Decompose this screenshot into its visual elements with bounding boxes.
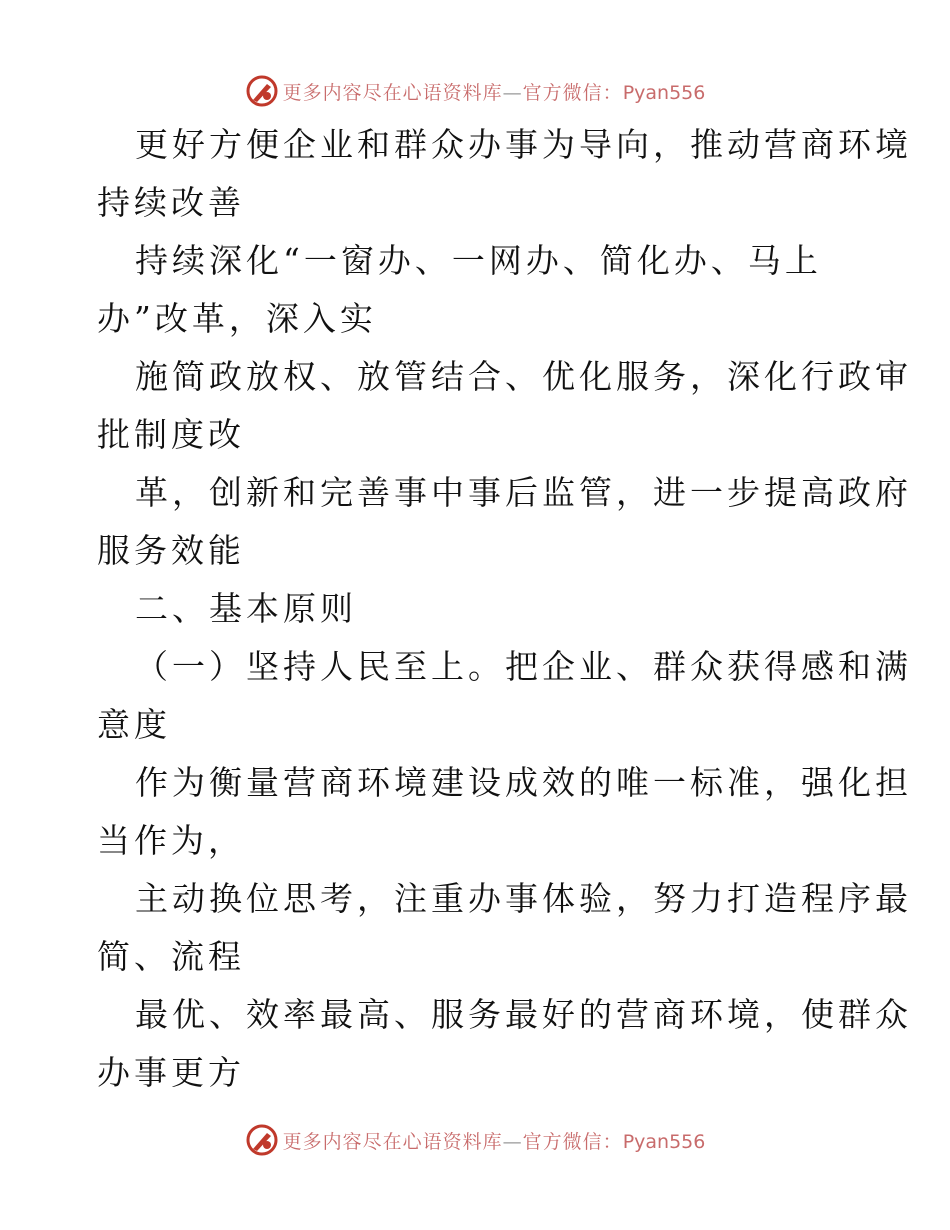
text-line: （一）坚持人民至上。把企业、群众获得感和满 xyxy=(135,647,912,686)
banner-title: 更多内容尽在心语资料库 xyxy=(282,1130,503,1153)
banner-wechat-label: 官方微信： xyxy=(522,81,623,104)
text-line: 施简政放权、放管结合、优化服务，深化行政审 xyxy=(135,357,912,396)
banner-wechat-label: 官方微信： xyxy=(522,1130,623,1153)
pen-logo-icon xyxy=(245,1123,279,1157)
text-line: 更好方便企业和群众办事为导向，推动营商环境 xyxy=(135,125,912,164)
banner-text xyxy=(283,1127,706,1154)
text-line: 办事更方 xyxy=(97,1053,245,1092)
banner-wechat-id: Pyan556 xyxy=(622,1130,706,1153)
text-line: 作为衡量营商环境建设成效的唯一标准，强化担 xyxy=(135,763,912,802)
footer-banner xyxy=(0,1120,950,1160)
text-line: 主动换位思考，注重办事体验，努力打造程序最 xyxy=(135,879,912,918)
pen-logo-icon xyxy=(245,74,279,108)
text-line: 服务效能 xyxy=(97,531,245,570)
banner-separator: — xyxy=(502,81,523,104)
document-body xyxy=(97,116,912,1102)
text-line: 批制度改 xyxy=(97,415,245,454)
text-line: 简、流程 xyxy=(97,937,245,976)
section-heading: 二、基本原则 xyxy=(135,589,357,628)
banner-wechat-id: Pyan556 xyxy=(622,81,706,104)
banner-separator: — xyxy=(502,1130,523,1153)
banner-text xyxy=(283,78,706,105)
header-banner xyxy=(0,71,950,111)
text-line: 最优、效率最高、服务最好的营商环境，使群众 xyxy=(135,995,912,1034)
text-line: 当作为， xyxy=(97,821,245,860)
text-line: 意度 xyxy=(97,705,171,744)
text-line: 革，创新和完善事中事后监管，进一步提高政府 xyxy=(135,473,912,512)
text-line: 办”改革，深入实 xyxy=(97,299,377,338)
text-line: 持续改善 xyxy=(97,183,245,222)
banner-title: 更多内容尽在心语资料库 xyxy=(282,81,503,104)
text-line: 持续深化“一窗办、一网办、简化办、马上 xyxy=(135,241,822,280)
